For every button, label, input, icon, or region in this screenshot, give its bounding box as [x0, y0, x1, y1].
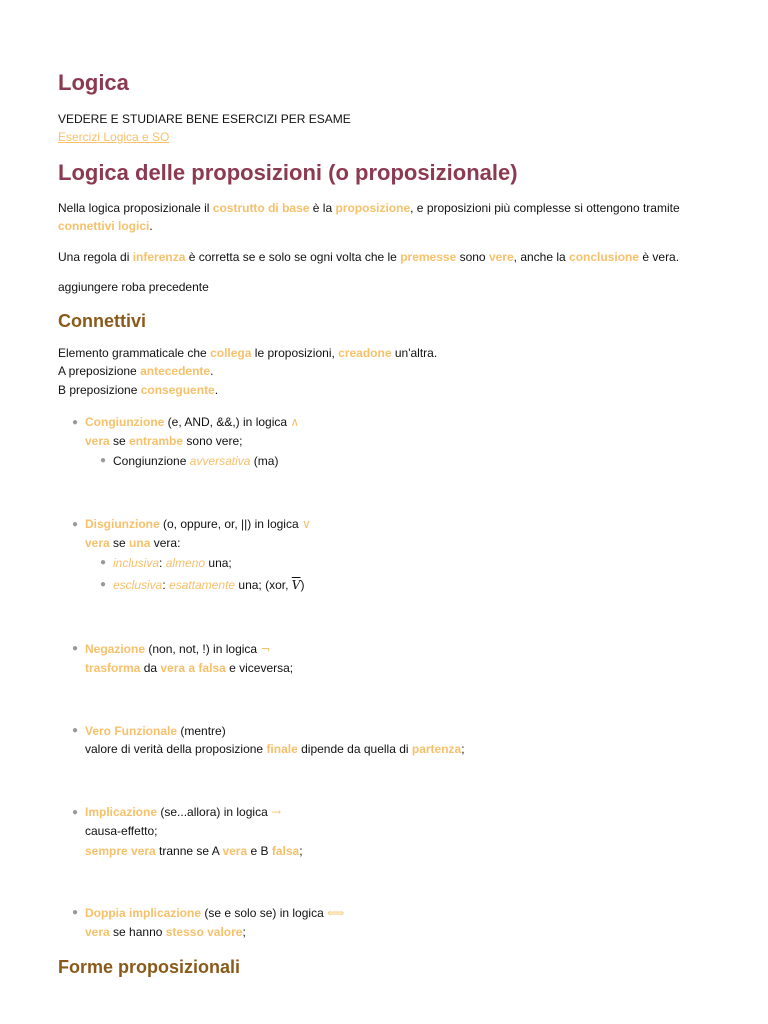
bullet-vero-funzionale: ●: [72, 725, 79, 736]
item-negazione-desc: trasforma da vera a falsa e viceversa;: [85, 661, 294, 675]
item-inclusiva: inclusiva: almeno una;: [113, 556, 232, 570]
item-implicazione-rule: sempre vera tranne se A vera e B falsa;: [85, 844, 303, 858]
heading-forme-proposizionali: Forme proposizionali: [58, 957, 241, 977]
conn-line-3: B preposizione conseguente.: [58, 383, 219, 397]
exercises-link[interactable]: Esercizi Logica e SO: [58, 130, 170, 144]
item-disgiunzione: Disgiunzione (o, oppure, or, ||) in logica ∨: [85, 517, 311, 531]
bullet-inclusiva: ●: [100, 557, 107, 568]
item-negazione: Negazione (non, not, !) in logica ¬: [85, 642, 271, 656]
bullet-congiunzione-sub: ●: [100, 455, 107, 466]
item-congiunzione-sub: Congiunzione avversativa (ma): [113, 454, 279, 468]
exam-note: VEDERE E STUDIARE BENE ESERCIZI PER ESAME: [58, 112, 351, 126]
heading-logica-proposizioni: Logica delle proposizioni (o proposizionale): [58, 160, 518, 185]
paragraph-prop-2: Una regola di inferenza è corretta se e solo se ogni volta che le premesse sono vere, anche la conclusione è vera.: [58, 250, 680, 264]
item-disgiunzione-desc: vera se una vera:: [85, 536, 181, 550]
paragraph-prop-1: Nella logica proposizionale il costrutto di base è la proposizione, e proposizioni più complesse si ottengono tramite connettivi logici.: [58, 201, 680, 233]
bullet-esclusiva: ●: [100, 579, 107, 590]
item-esclusiva: esclusiva: esattamente una; (xor, $\overline{V}$): [113, 578, 305, 592]
bullet-doppia-implicazione: ●: [72, 907, 79, 918]
heading-connettivi: Connettivi: [58, 311, 146, 331]
bullet-implicazione: ●: [72, 807, 79, 818]
item-doppia-implicazione-desc: vera se hanno stesso valore;: [85, 925, 246, 939]
item-implicazione: Implicazione (se...allora) in logica →: [85, 805, 282, 819]
item-implicazione-desc: causa-effetto;: [85, 824, 158, 838]
item-congiunzione-desc: vera se entrambe sono vere;: [85, 434, 243, 448]
item-congiunzione: Congiunzione (e, AND, &&,) in logica ∧: [85, 415, 300, 429]
paragraph-prop-3: aggiungere roba precedente: [58, 280, 209, 294]
conn-line-1: Elemento grammaticale che collega le proposizioni, creadone un'altra.: [58, 346, 438, 360]
page-title: Logica: [58, 70, 129, 95]
bullet-disgiunzione: ●: [72, 519, 79, 530]
bullet-congiunzione: ●: [72, 417, 79, 428]
item-vero-funzionale: Vero Funzionale (mentre): [85, 724, 226, 738]
bullet-negazione: ●: [72, 643, 79, 654]
item-doppia-implicazione: Doppia implicazione (se e solo se) in logica ⟺: [85, 906, 345, 920]
exercises-link-line: [58, 128, 169, 146]
item-vero-funzionale-desc: valore di verità della proposizione finale dipende da quella di partenza;: [85, 742, 465, 756]
conn-line-2: A preposizione antecedente.: [58, 364, 214, 378]
